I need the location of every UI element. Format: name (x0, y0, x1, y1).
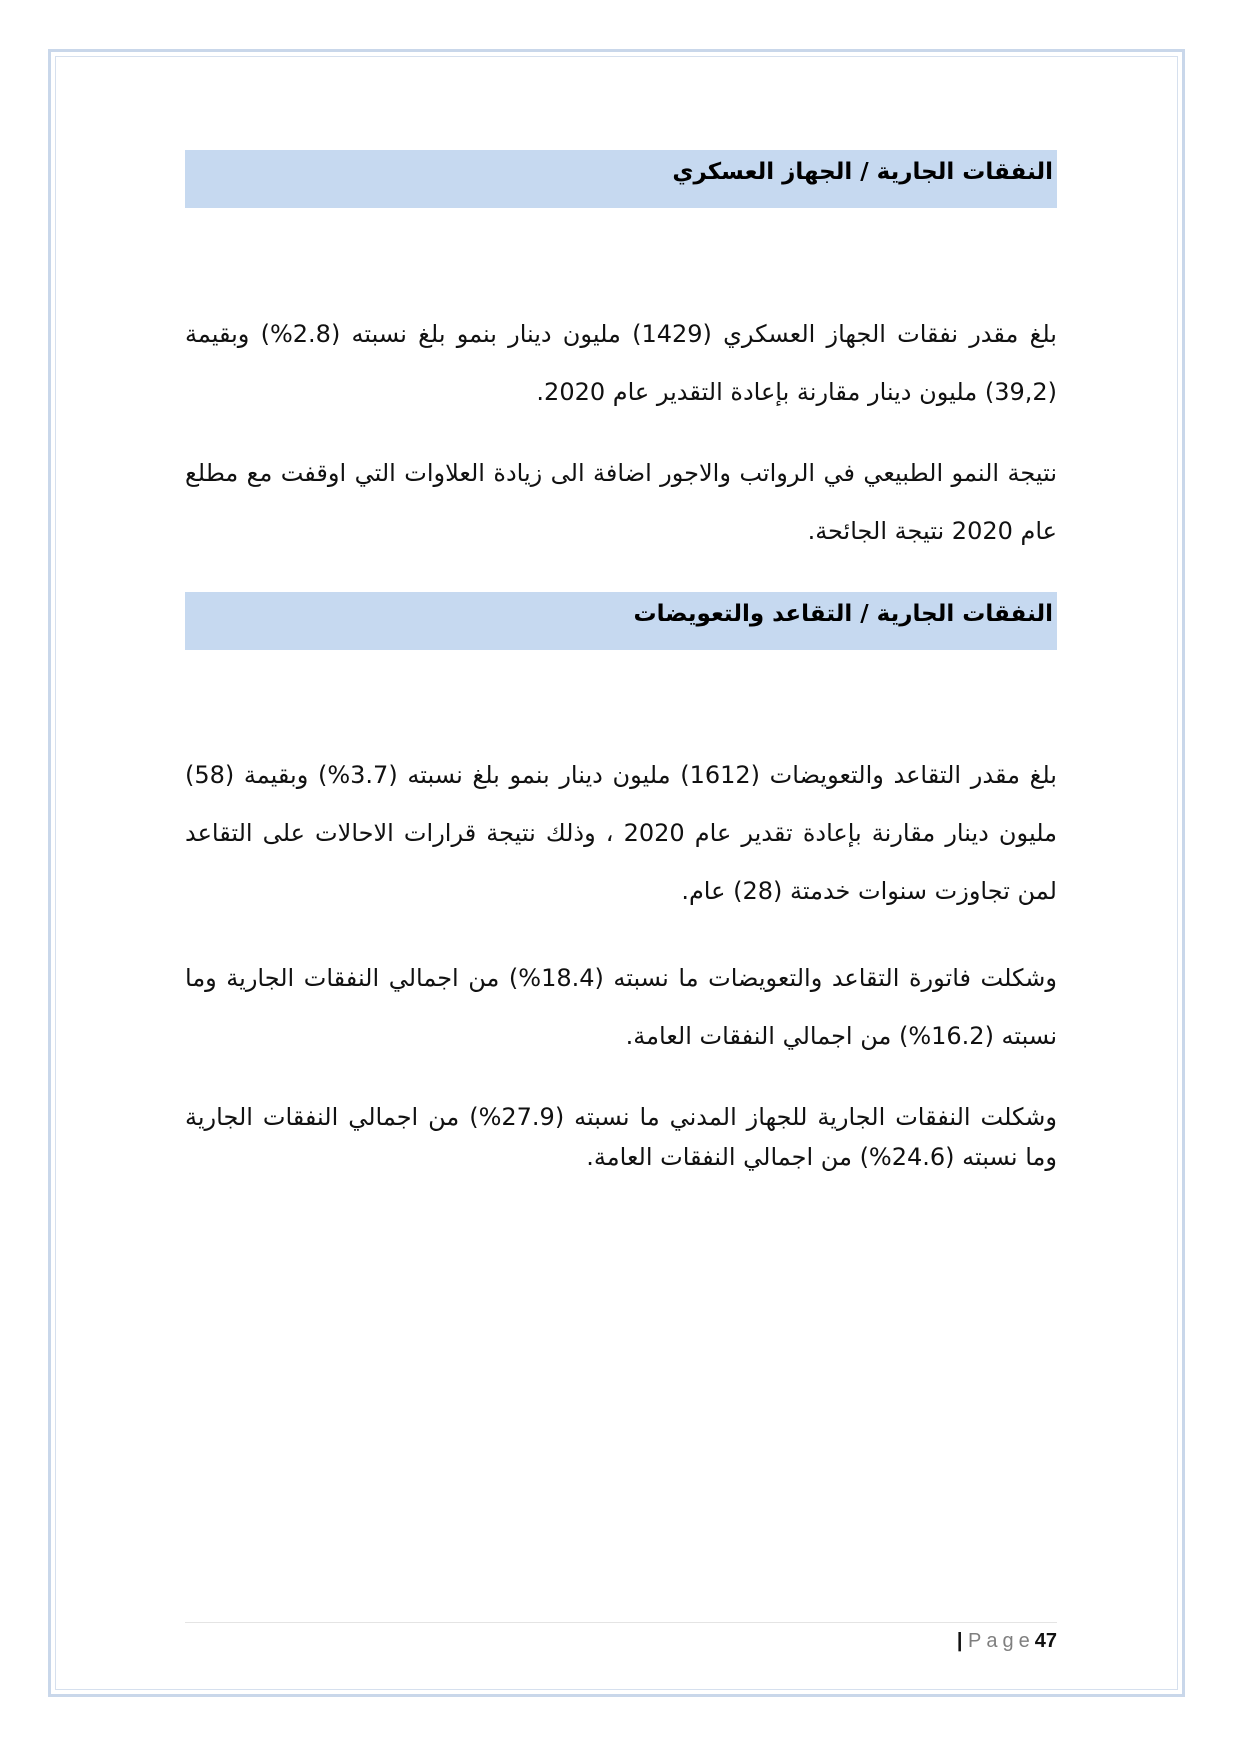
section-heading-military (185, 150, 1057, 208)
footer-page-number: 47 (1034, 1630, 1057, 1652)
section-heading-military-text: النفقات الجارية / الجهاز العسكري (672, 159, 1053, 185)
paragraph-pensions-estimate: بلغ مقدر التقاعد والتعويضات (1612) مليون دينار بنمو بلغ نسبته (3.7%) وبقيمة (58) مليون دينار مقارنة بإعادة تقدير عام 2020 ، وذلك نتيجة قرارات الاحالات على التقاعد لمن تجاوزت سنوات خدمتة (28) عام. (185, 761, 1058, 905)
page-footer (900, 1626, 1057, 1656)
paragraph-pensions-share: وشكلت فاتورة التقاعد والتعويضات ما نسبته (18.4%) من اجمالي النفقات الجارية وما نسبته (16.2%) من اجمالي النفقات العامة. (185, 964, 1057, 1050)
footer-separator: | (956, 1630, 963, 1652)
footer-divider (185, 1622, 1057, 1623)
paragraph-military-estimate: بلغ مقدر نفقات الجهاز العسكري (1429) مليون دينار بنمو بلغ نسبته (2.8%) وبقيمة (39,2) مليون دينار مقارنة بإعادة التقدير عام 2020. (185, 320, 1057, 406)
section-heading-pensions (185, 592, 1057, 650)
paragraph-military-reason: نتيجة النمو الطبيعي في الرواتب والاجور اضافة الى زيادة العلاوات التي اوقفت مع مطلع عام 2020 نتيجة الجائحة. (185, 459, 1057, 545)
paragraph-civil-share: وشكلت النفقات الجارية للجهاز المدني ما نسبته (27.9%) من اجمالي النفقات الجارية وما نسبته (24.6%) من اجمالي النفقات العامة. (185, 1103, 1057, 1171)
section-heading-pensions-text: النفقات الجارية / التقاعد والتعويضات (633, 601, 1053, 627)
footer-page-label: Page (968, 1630, 1035, 1652)
